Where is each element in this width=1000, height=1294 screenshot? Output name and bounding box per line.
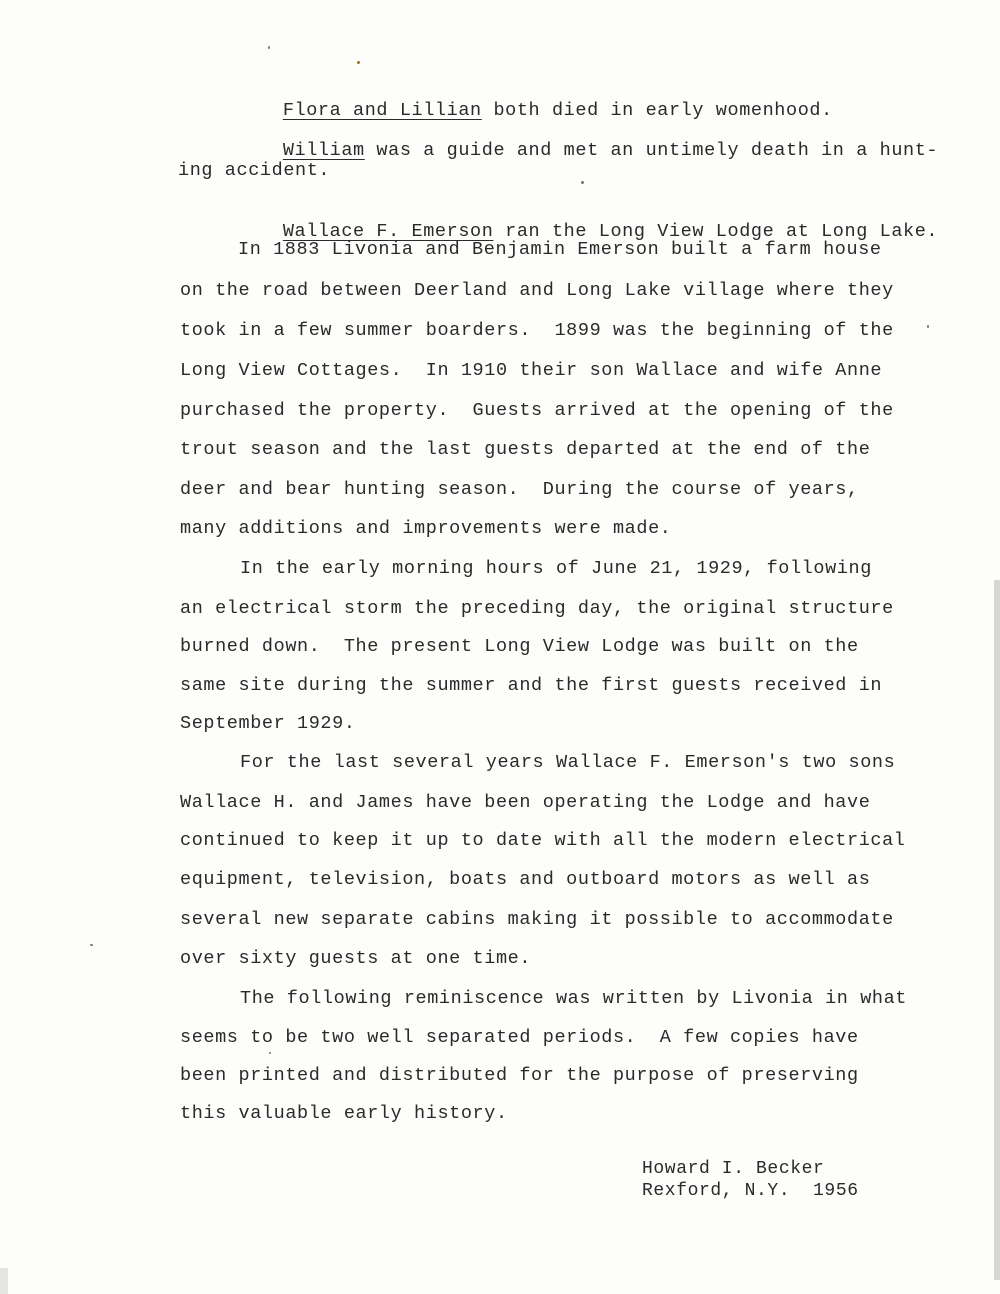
scan-speck [269, 1052, 271, 1054]
scan-edge-shadow [994, 580, 1000, 1280]
scan-corner-shadow [0, 1268, 8, 1294]
paragraph-4-line: took in a few summer boarders. 1899 was the beginning of the [180, 320, 894, 341]
paragraph-7-line: been printed and distributed for the purpose of preserving [180, 1065, 859, 1086]
paragraph-5-line: In the early morning hours of June 21, 1929, following [240, 558, 872, 579]
paragraph-5-line: September 1929. [180, 713, 356, 734]
text-run: was a guide and met an untimely death in a hunt- [364, 140, 939, 161]
scan-speck [927, 325, 929, 328]
paragraph-2-line [236, 118, 938, 184]
signature-place-year: Rexford, N.Y. 1956 [642, 1181, 859, 1201]
signature-name: Howard I. Becker [642, 1159, 825, 1179]
scan-speck [268, 46, 270, 49]
paragraph-4-line: purchased the property. Guests arrived at the opening of the [180, 400, 894, 421]
text-run: ran the Long View Lodge at Long Lake. [493, 221, 939, 242]
paragraph-5-line: an electrical storm the preceding day, the original structure [180, 598, 894, 619]
paragraph-7-line: this valuable early history. [180, 1103, 508, 1124]
paragraph-5-line: burned down. The present Long View Lodge was built on the [180, 636, 859, 657]
paragraph-4-line: deer and bear hunting season. During the course of years, [180, 479, 859, 500]
paragraph-4-line: trout season and the last guests departed at the end of the [180, 439, 871, 460]
scan-speck [90, 944, 93, 946]
paragraph-6-line: several new separate cabins making it possible to accommodate [180, 909, 894, 930]
underlined-name: William [282, 140, 365, 161]
underlined-names: Flora and Lillian [282, 100, 482, 121]
paragraph-4-line: on the road between Deerland and Long Lake village where they [180, 280, 894, 301]
paragraph-2-line: ing accident. [178, 160, 331, 181]
paragraph-4-line: many additions and improvements were made. [180, 518, 672, 539]
paragraph-4-line: In 1883 Livonia and Benjamin Emerson built a farm house [238, 239, 882, 260]
paragraph-4-line: Long View Cottages. In 1910 their son Wallace and wife Anne [180, 360, 883, 381]
scan-speck [357, 61, 360, 64]
paragraph-6-line: over sixty guests at one time. [180, 948, 532, 969]
underlined-name: Wallace F. Emerson [282, 221, 494, 242]
paragraph-6-line: equipment, television, boats and outboard motors as well as [180, 869, 871, 890]
paragraph-6-line: Wallace H. and James have been operating the Lodge and have [180, 792, 871, 813]
text-run: both died in early womenhood. [481, 100, 833, 121]
paragraph-5-line: same site during the summer and the first guests received in [180, 675, 883, 696]
paragraph-6-line: continued to keep it up to date with all the modern electrical [180, 830, 906, 851]
paragraph-7-line: seems to be two well separated periods. A few copies have [180, 1027, 859, 1048]
paragraph-7-line: The following reminiscence was written by Livonia in what [240, 988, 908, 1009]
paragraph-6-line: For the last several years Wallace F. Emerson's two sons [240, 752, 896, 773]
